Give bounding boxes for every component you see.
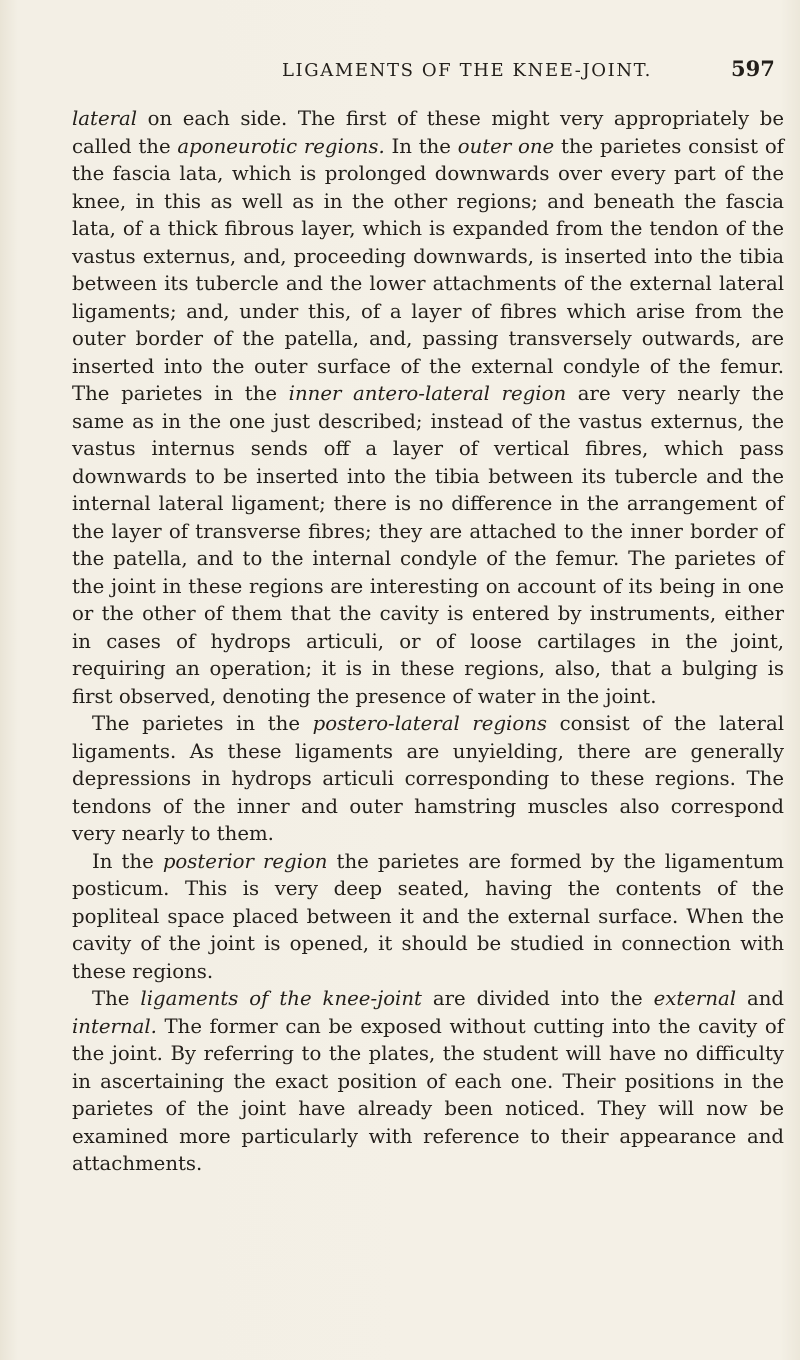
text-run <box>511 135 518 158</box>
italic-term: inner antero-lateral region <box>288 382 567 405</box>
paragraph <box>72 985 784 1178</box>
text-run: the parietes are formed by the ligamentum posticum. This is very deep seated, having the contents of the popliteal space placed between it and the external surface. When the cavity of the joint is opened, it should be studied in connection with these regions. <box>72 849 784 983</box>
text-run: In the <box>384 134 458 158</box>
italic-term: posterior region <box>162 849 328 873</box>
italic-term: lateral <box>72 107 138 130</box>
italic-term: postero-lateral regions <box>312 712 547 735</box>
italic-term: internal. <box>72 1014 157 1038</box>
italic-term: one <box>518 134 555 158</box>
italic-term: outer <box>457 134 512 158</box>
paragraph <box>72 105 784 710</box>
paragraph <box>72 848 784 986</box>
text-run: The <box>92 987 141 1010</box>
page-header <box>0 56 800 90</box>
italic-term: external <box>653 987 737 1010</box>
running-head: LIGAMENTS OF THE KNEE-JOINT. <box>282 60 652 81</box>
text-run: In the <box>92 849 163 873</box>
text-run: and <box>736 987 785 1010</box>
text-run: are divided into the <box>421 987 654 1010</box>
text-run: The parietes in the <box>92 712 313 735</box>
italic-term: aponeurotic regions. <box>177 134 385 158</box>
paragraph <box>72 710 784 848</box>
text-run: consist of the lateral ligaments. As these ligaments are unyielding, there are generally depressions in hydrops articuli corresponding to these regions. The tendons of the inner and outer hamstring muscles also correspond very nearly to them. <box>72 712 785 845</box>
text-run: the parietes consist of the fascia lata, which is prolonged downwards over every part of the knee, in this as well as in the other regions; and beneath the fascia lata, of a thick fibrous layer, which is expanded from the tendon of the vastus externus, and, proceeding downwards, is inserted into the tibia between its tubercle and the lower attachments of the external lateral ligaments; and, under this, of a layer of fibres which arise from the outer border of the patella, and, passing transversely outwards, are inserted into the outer surface of the external condyle of the femur. The parietes in the <box>72 134 784 405</box>
body-text <box>72 105 784 1178</box>
text-run: on each side. The first of these might very appropriately be called the <box>72 107 784 158</box>
text-run: The former can be exposed without cutting into the cavity of the joint. By referring to the plates, the student will have no difficulty in ascertaining the exact position of each one. Their positions in the parietes of the joint have already been noticed. They will now be examined more particularly with reference to their appearance and attachments. <box>72 1014 784 1175</box>
page-number: 597 <box>731 56 775 81</box>
italic-term: ligaments of the knee-joint <box>140 987 422 1010</box>
text-run: are very nearly the same as in the one just described; instead of the vastus externus, the vastus internus sends off a layer of vertical fibres, which pass downwards to be inserted into the tibia between its tubercle and the internal lateral ligament; there is no difference in the arrangement of the layer of transverse fibres; they are attached to the inner border of the patella, and to the internal condyle of the femur. The parietes of the joint in these regions are interesting on account of its being in one or the other of them that the cavity is entered by instruments, either in cases of hydrops articuli, or of loose cartilages in the joint, requiring an operation; it is in these regions, also, that a bulging is first observed, denoting the presence of water in the joint. <box>72 382 785 708</box>
